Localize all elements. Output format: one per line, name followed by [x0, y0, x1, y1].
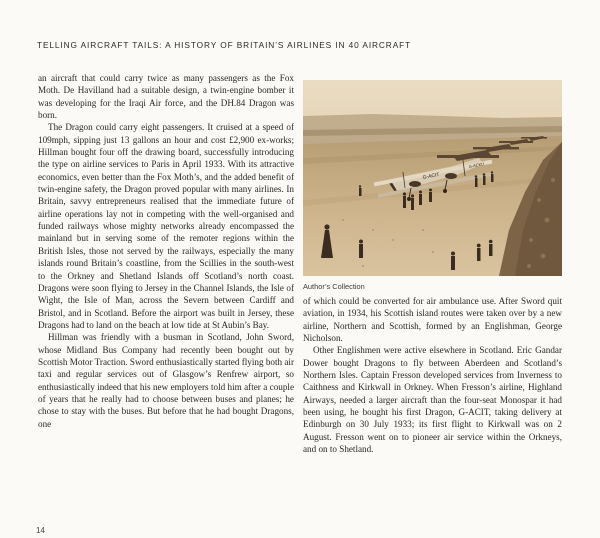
- paragraph: Hillman was friendly with a busman in Scotland, John Sword, whose Midland Bus Company had recently been bought out by Scottish Motor Traction. Sword enthusiastically started flying both air taxi and regular services out of Glasgow’s Renfrew airport, so enthusiastically indeed that his new employers told him after a couple of years that he really had to choose between buses and planes; he chose to stay with the buses. But before that he had bought Dragons, one: [38, 332, 294, 429]
- registration-label: G-ACIT: [422, 171, 441, 181]
- left-column: [38, 72, 294, 430]
- beach-dragons-photo: [303, 80, 562, 276]
- running-head: TELLING AIRCRAFT TAILS: A HISTORY OF BRITAIN’S AIRLINES IN 40 AIRCRAFT: [37, 40, 412, 50]
- paragraph: Other Englishmen were active elsewhere in Scotland. Eric Gandar Dower bought Dragons to fly between Aberdeen and Scotland’s Northern Isles. Captain Fresson developed services from Inverness to Caithness and Kirkwall in Orkney. When Fresson’s airline, Highland Airways, needed a larger aircraft than the four-seat Monospar it had been using, he bought his first Dragon, G-ACIT, taking delivery at Edinburgh on 30 July 1933; its first flight to Kirkwall was on 2 August. Fresson went on to pioneer air service within the Orkneys, and on to Shetland.: [303, 345, 562, 455]
- right-column: [303, 295, 562, 455]
- paragraph: The Dragon could carry eight passengers. It cruised at a speed of 109mph, sipping just 13 gallons an hour and cost £2,900 ex-works; Hillman bought four off the drawing board, successfully introducing the type on airline services to Paris in April 1933. With its attractive economics, even better than the Fox Moth’s, and the added benefit of twin-engine safety, the Dragon proved popular with many airlines. In Britain, savvy entrepreneurs realised that the immediate future of airline operations lay not in competing with the well-organised and funded railways whose mighty networks already encompassed the mainland but in serving some of the remoter regions within the British Isles, those not served by the railways, especially the many islands round Britain’s coastline, from the Scillies in the south-west to the Orkney and Shetland Islands off Scotland’s north coast. Dragons were soon flying to Jersey in the Channel Islands, the Isle of Wight, the Isle of Man, across the Severn between Cardiff and Bristol, and in Scotland. Before the airport was built in Jersey, these Dragons had to land on the beach at low tide at St Aubin’s Bay.: [38, 122, 294, 330]
- paragraph: an aircraft that could carry twice as many passengers as the Fox Moth. De Havilland had a suitable design, a twin-engine bomber it was developing for the Iraqi Air force, and the DH.84 Dragon was born.: [38, 73, 294, 121]
- registration-label: G-ACKU: [468, 161, 485, 169]
- paragraph: of which could be converted for air ambulance use. After Sword quit aviation, in 1934, his Scottish island routes were taken over by a new airline, Northern and Scottish, formed by an Englishman, George Nicholson.: [303, 296, 562, 344]
- page-number: 14: [36, 526, 45, 535]
- photo-caption: Author’s Collection: [303, 282, 365, 291]
